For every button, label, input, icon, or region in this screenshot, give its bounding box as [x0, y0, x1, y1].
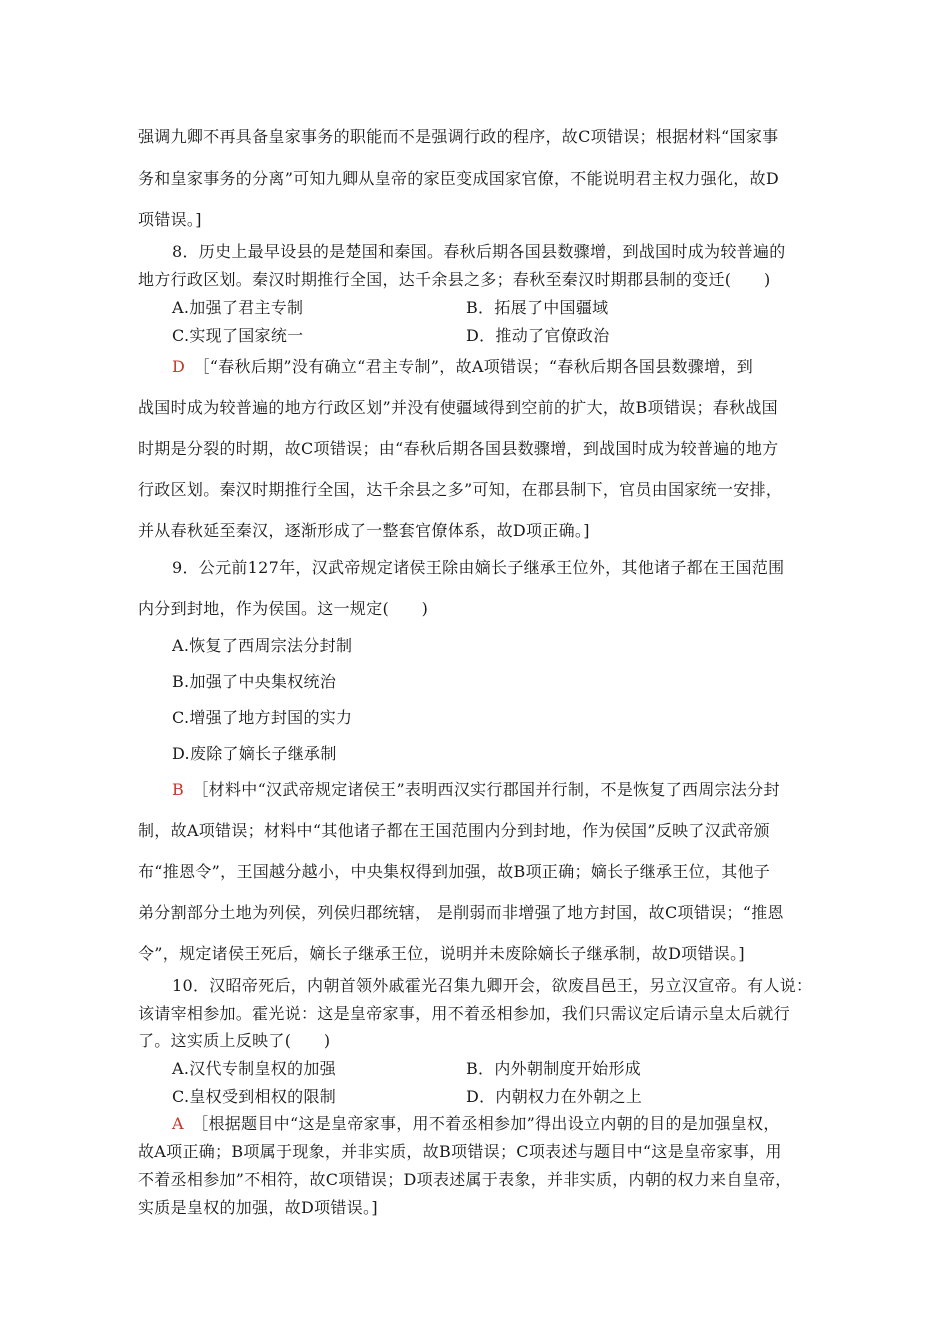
q10-stem-line: 10．汉昭帝死后，内朝首领外戚霍光召集九卿开会，欲废昌邑王，另立汉宣帝。有人说：	[172, 976, 813, 995]
q9-stem-line: 9．公元前127年，汉武帝规定诸侯王除由嫡长子继承王位外，其他诸子都在王国范围	[172, 558, 785, 577]
q10-explanation-line: A ［根据题目中“这是皇帝家事，用不着丞相参加”得出设立内朝的目的是加强皇权，	[172, 1114, 780, 1133]
q10-stem-line: 该请宰相参加。霍光说：这是皇帝家事，用不着丞相参加，我们只需议定后请示皇太后就行	[138, 1004, 791, 1023]
q10-option-c: C.皇权受到相权的限制	[172, 1087, 337, 1106]
prev-explanation-line: 项错误。]	[138, 210, 202, 229]
q10-explanation-line: 故A项正确；B项属于现象，并非实质，故B项错误；C项表述与题目中“这是皇帝家事，用	[138, 1142, 782, 1161]
q9-stem-line: 内分到封地，作为侯国。这一规定( )	[138, 599, 429, 618]
q10-stem-line: 了。这实质上反映了( )	[138, 1031, 331, 1050]
q9-answer: B	[172, 780, 185, 799]
prev-explanation-line: 务和皇家事务的分离”可知九卿从皇帝的家臣变成国家官僚，不能说明君主权力强化，故D	[138, 169, 780, 188]
q9-explanation-line: 制，故A项错误；材料中“其他诸子都在王国范围内分到封地，作为侯国”反映了汉武帝颁	[138, 821, 770, 840]
q8-stem-line: 8．历史上最早设县的是楚国和秦国。春秋后期各国县数骤增，到战国时成为较普遍的	[172, 242, 786, 261]
q8-explanation-line: 行政区划。秦汉时期推行全国，达千余县之多”可知，在郡县制下，官员由国家统一安排，	[138, 480, 783, 499]
q8-explanation-line: D ［“春秋后期”没有确立“君主专制”，故A项错误；“春秋后期各国县数骤增，到	[172, 357, 754, 376]
q8-option-a: A.加强了君主专制	[172, 298, 304, 317]
q9-explanation-line: 布“推恩令”，王国越分越小，中央集权得到加强，故B项正确；嫡长子继承王位，其他子	[138, 862, 771, 881]
q9-option-a: A.恢复了西周宗法分封制	[172, 636, 353, 655]
q9-explanation-line: B ［材料中“汉武帝规定诸侯王”表明西汉实行郡国并行制，不是恢复了西周宗法分封	[172, 780, 780, 799]
q10-explanation-line: 实质是皇权的加强，故D项错误。]	[138, 1198, 378, 1217]
q10-option-a: A.汉代专制皇权的加强	[172, 1059, 336, 1078]
q8-stem-line: 地方行政区划。秦汉时期推行全国，达千余县之多；春秋至秦汉时期郡县制的变迁( )	[138, 270, 771, 289]
q8-explanation-line: 并从春秋延至秦汉，逐渐形成了一整套官僚体系，故D项正确。]	[138, 521, 590, 540]
q8-answer: D	[172, 357, 186, 376]
q10-answer: A	[172, 1114, 184, 1133]
q8-option-b: B．拓展了中国疆域	[466, 298, 609, 317]
q9-option-d: D.废除了嫡长子继承制	[172, 744, 337, 763]
q9-option-b: B.加强了中央集权统治	[172, 672, 337, 691]
q8-option-c: C.实现了国家统一	[172, 326, 304, 345]
q10-explanation-line: 不着丞相参加”不相符，故C项错误；D项表述属于表象，并非实质，内朝的权力来自皇帝，	[138, 1170, 792, 1189]
q9-option-c: C.增强了地方封国的实力	[172, 708, 353, 727]
q10-option-d: D．内朝权力在外朝之上	[466, 1087, 643, 1106]
q8-option-d: D．推动了官僚政治	[466, 326, 610, 345]
q8-explanation-line: 时期是分裂的时期，故C项错误；由“春秋后期各国县数骤增，到战国时成为较普遍的地方	[138, 439, 779, 458]
q9-explanation-line: 令”，规定诸侯王死后，嫡长子继承王位，说明并未废除嫡长子继承制，故D项错误。]	[138, 944, 745, 963]
prev-explanation-line: 强调九卿不再具备皇家事务的职能而不是强调行政的程序，故C项错误；根据材料“国家事	[138, 127, 779, 146]
q8-explanation-line: 战国时成为较普遍的地方行政区划”并没有使疆域得到空前的扩大，故B项错误；春秋战国	[138, 398, 778, 417]
q9-explanation-line: 弟分割部分土地为列侯，列侯归郡统辖， 是削弱而非增强了地方封国，故C项错误；“推恩	[138, 903, 784, 922]
q10-option-b: B．内外朝制度开始形成	[466, 1059, 642, 1078]
